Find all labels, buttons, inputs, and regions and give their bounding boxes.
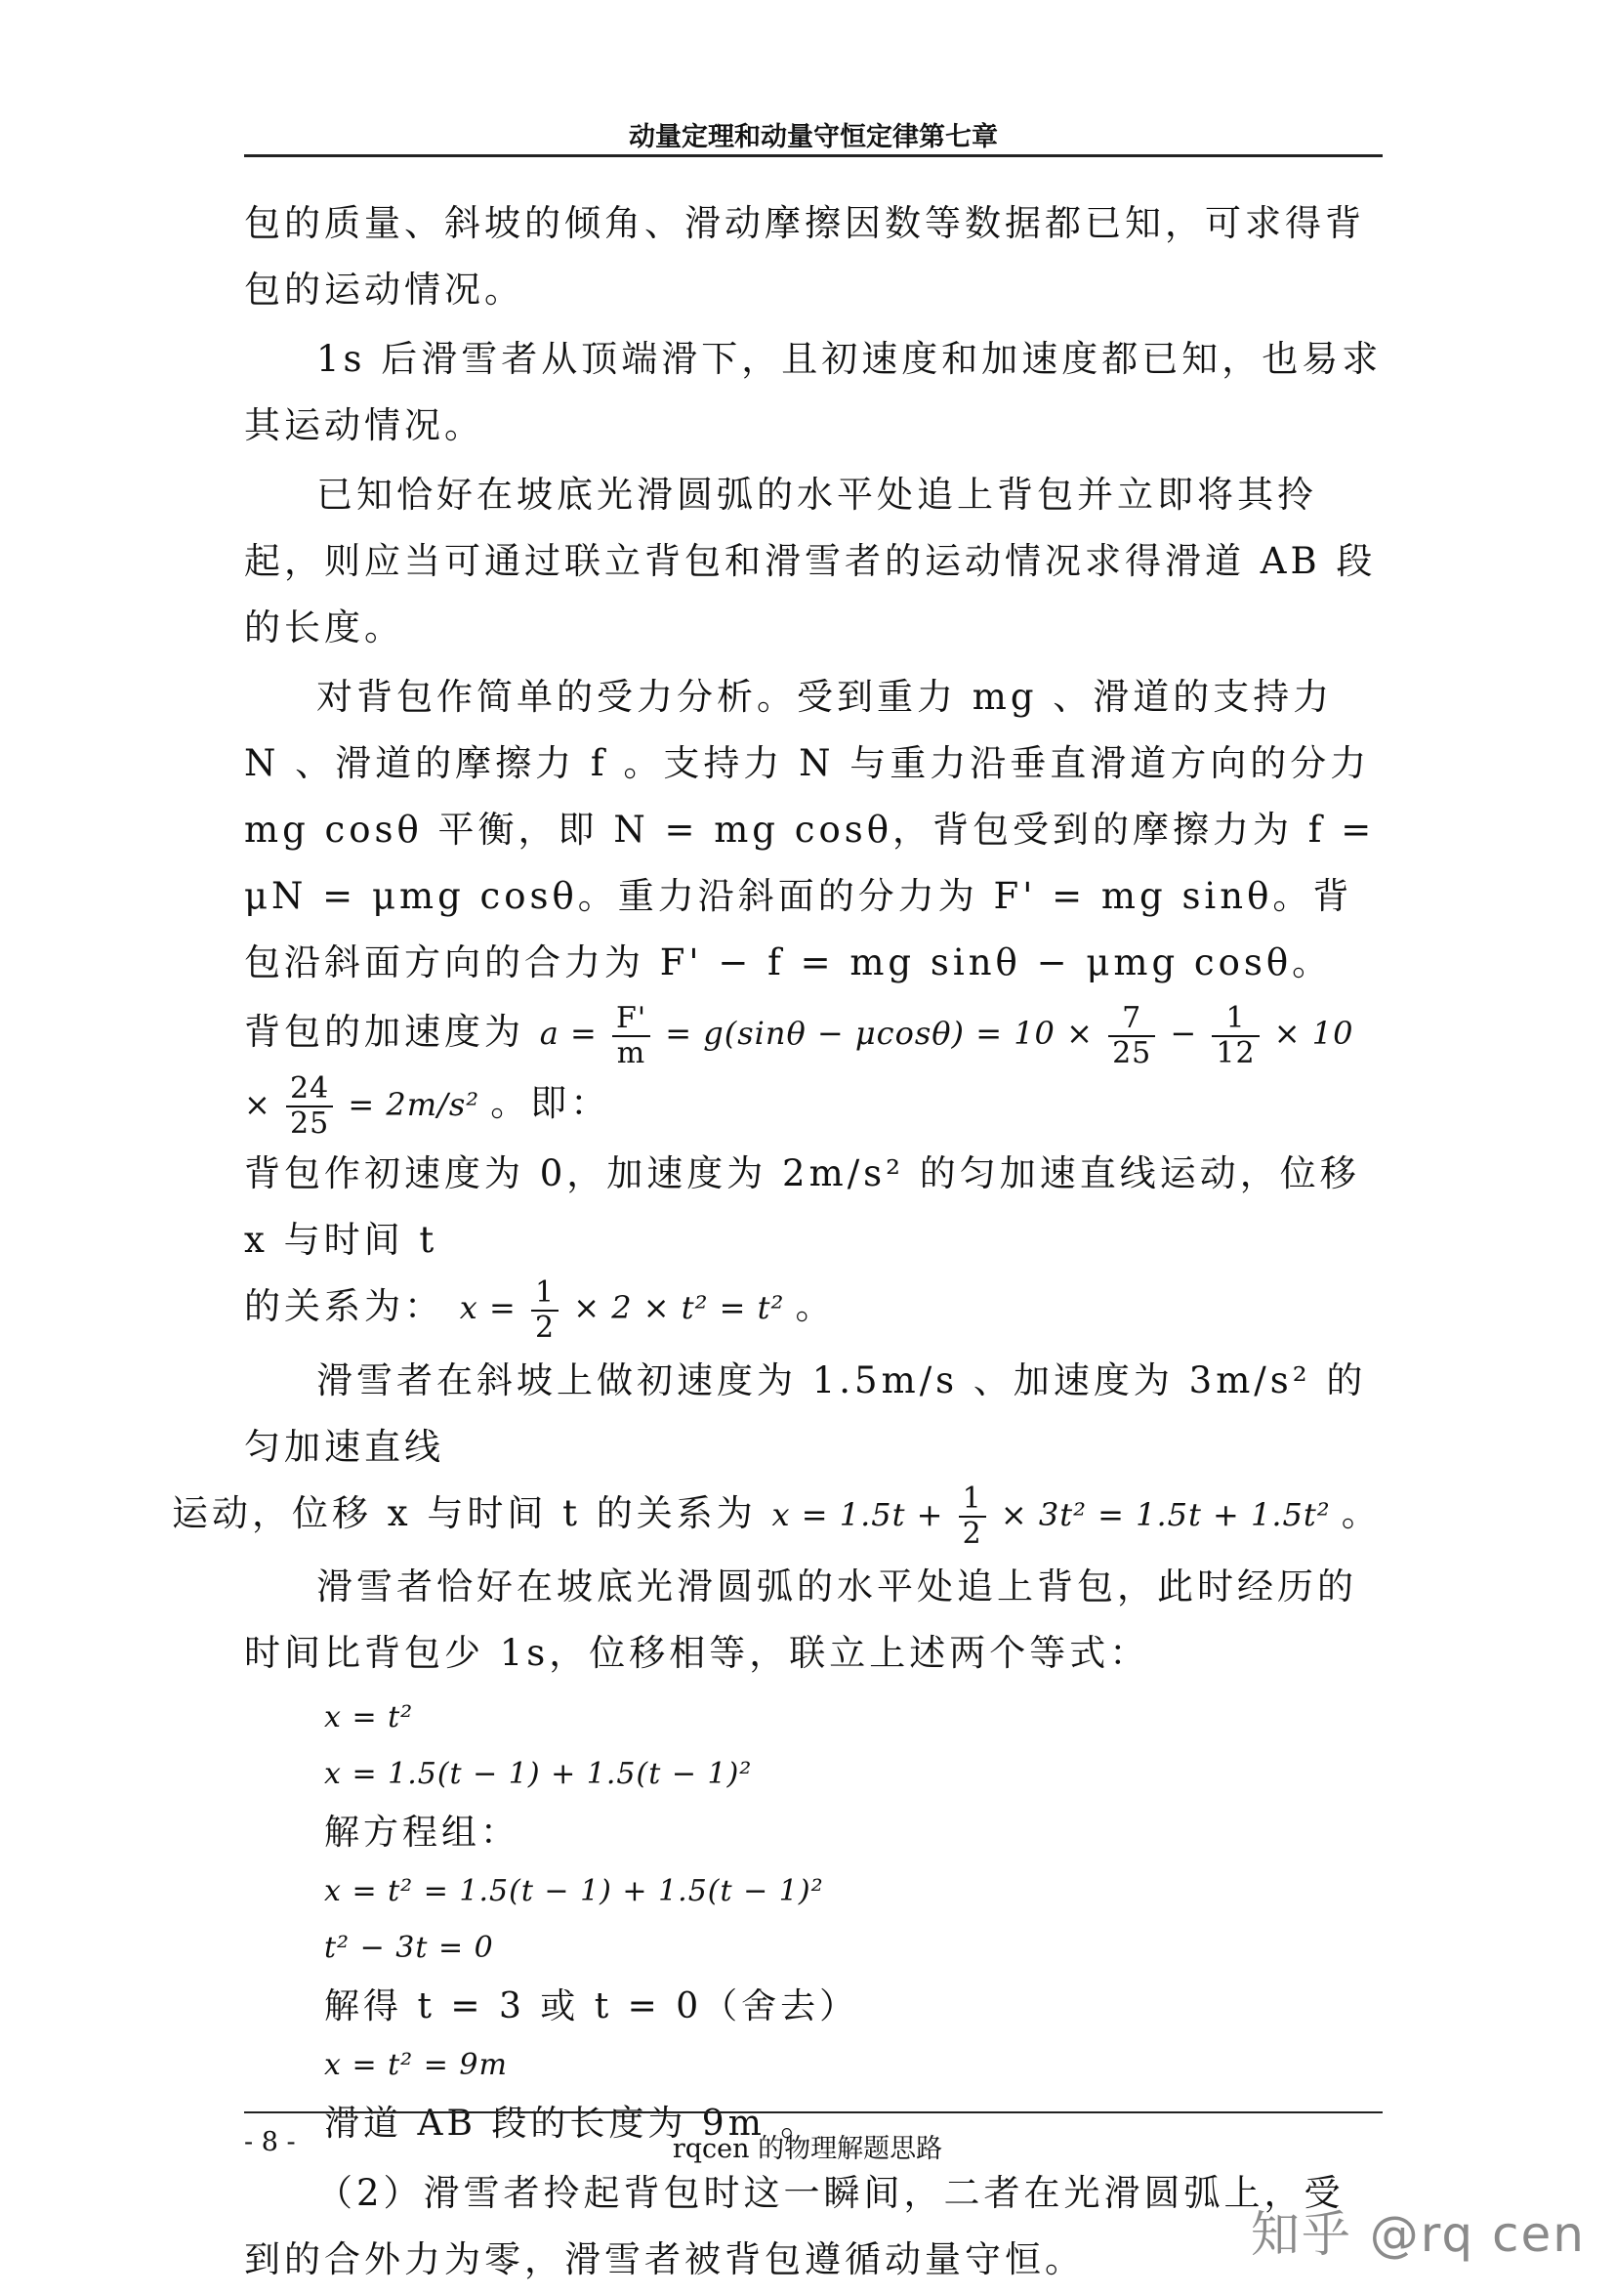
fraction: $\frac{F'}{m}$ xyxy=(612,1002,650,1070)
accel-line2: 背包作初速度为 0，加速度为 2m/s² 的匀加速直线运动，位移 x 与时间 t xyxy=(244,1152,1360,1261)
footer-text: rqcen 的物理解题思路 xyxy=(672,2134,943,2164)
equation-line: x = t² = 1.5(t − 1) + 1.5(t − 1)² xyxy=(324,1874,824,1908)
running-header: 动量定理和动量守恒定律第七章 xyxy=(629,122,998,152)
catch-paragraph: 滑雪者恰好在坡底光滑圆弧的水平处追上背包，此时经历的时间比背包少 1s，位移相等，联立上述两个等式： xyxy=(244,1565,1357,1674)
footer-rule xyxy=(244,2111,1383,2113)
skier-paragraph xyxy=(172,1348,1383,1552)
fraction: $\frac{1}{2}$ xyxy=(531,1276,559,1345)
paragraph: 已知恰好在坡底光滑圆弧的水平处追上背包并立即将其拎起，则应当可通过联立背包和滑雪者的运动情况求得滑道 AB 段的长度。 xyxy=(244,474,1377,648)
solve-label: 解方程组： xyxy=(324,1813,520,1853)
part2-paragraph: （2）滑雪者拎起背包时这一瞬间，二者在光滑圆弧上，受到的合外力为零，滑雪者被背包遵循动量守恒。 xyxy=(244,2172,1345,2280)
equation-line: x = t² xyxy=(324,1700,414,1734)
fraction: $\frac{1}{12}$ xyxy=(1212,1002,1259,1070)
paragraph: 1s 后滑雪者从顶端滑下，且初速度和加速度都已知，也易求其运动情况。 xyxy=(244,338,1383,446)
fraction: $\frac{1}{2}$ xyxy=(959,1482,986,1551)
fraction: $\frac{24}{25}$ xyxy=(286,1072,333,1141)
fraction: $\frac{7}{25}$ xyxy=(1108,1002,1155,1070)
position-equation-skier: x = 1.5t + $\frac{1}{2}$ × 3t² = 1.5t + 1.5t² xyxy=(771,1482,1331,1551)
equation-block xyxy=(244,1690,1383,2154)
accel-lead: 背包的加速度为 xyxy=(244,1011,524,1053)
document-body xyxy=(172,190,1383,2296)
equation-line: x = 1.5(t − 1) + 1.5(t − 1)² xyxy=(324,1757,753,1791)
acceleration-paragraph: 背包的加速度为 a = $\frac{F'}{m}$ = g(sinθ − μcosθ) = 10 × $\frac{7}{25}$ − $\frac{1}{12}$ × 10 × $\frac{24}{25}$ = 2m/s² 。即： 背包作初速度为 0，加速度为 2m/s² 的匀加速直线运动，位移 x 与时间 t 的关系为： x = $\frac{1}{2}$ × 2 × t² = t² 。 xyxy=(244,1000,1360,1345)
page-number: - 8 - xyxy=(244,2127,296,2157)
watermark: 知乎 @rq cen xyxy=(1250,2206,1586,2263)
position-equation-backpack: x = $\frac{1}{2}$ × 2 × t² = t² xyxy=(459,1274,785,1345)
solution-line: 解得 t = 3 或 t = 0（舍去） xyxy=(324,1986,859,2026)
equation-line: t² − 3t = 0 xyxy=(324,1931,494,1965)
accel-line3-lead: 的关系为： xyxy=(244,1285,444,1327)
result-line: 滑道 AB 段的长度为 9m 。 xyxy=(324,2104,820,2144)
skier-line1: 滑雪者在斜坡上做初速度为 1.5m/s 、加速度为 3m/s² 的匀加速直线 xyxy=(244,1358,1367,1468)
paragraph: 对背包作简单的受力分析。受到重力 mg 、滑道的支持力 N 、滑道的摩擦力 f 。支持力 N 与重力沿垂直滑道方向的分力 mg cosθ 平衡，即 N = mg cosθ，背包受到的摩擦力为 f = μN = μmg cosθ。重力沿斜面的分力为 F' = mg sinθ。背包沿斜面方向的合力为 F' − f = mg sinθ − μmg cosθ。 xyxy=(244,676,1376,983)
accel-tail: 。即： xyxy=(490,1081,611,1124)
paragraph: 包的质量、斜坡的倾角、滑动摩擦因数等数据都已知，可求得背包的运动情况。 xyxy=(244,202,1365,311)
equation-line: x = t² = 9m xyxy=(324,2048,508,2082)
skier-line2: 运动，位移 x 与时间 t 的关系为 x = 1.5t + $\frac{1}{2}$ × 3t² = 1.5t + 1.5t² 。 xyxy=(172,1482,1382,1551)
accel-equation: a = $\frac{F'}{m}$ = g(sinθ − μcosθ) = 10 × $\frac{7}{25}$ − $\frac{1}{12}$ × 10 × $\frac{24}{25}$ = 2m/s² xyxy=(244,1000,1354,1141)
header-rule xyxy=(244,154,1383,157)
